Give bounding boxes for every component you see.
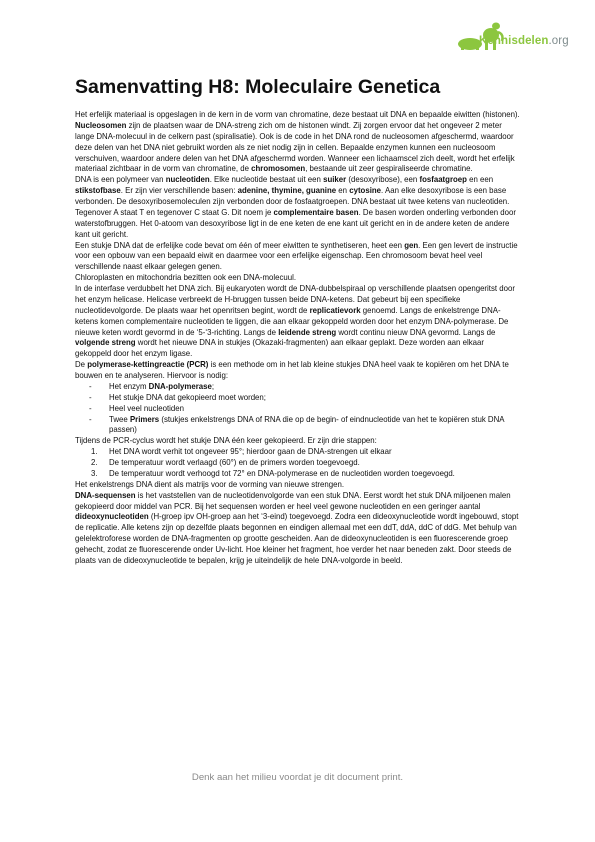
paragraph-nucleotiden: DNA is een polymeer van nucleotiden. Elke nucleotide bestaat uit een suiker (desoxyribose), een fosfaatgroep en een stikstofbase. Er zijn vier verschillende basen: adenine, thymine, guanine en cytosine. Aan elke desoxyribose is een base verbonden. De desoxyribosemoleculen zijn verbonden door de fosfaatgroepen. DNA bestaat uit twee ketens van nucleotiden. Tegenover A staat T en tegenover C staat G. Dit noem je complementaire basen. De basen worden onderling verbonden door waterstofbruggen. Het 0-atoom van desoxyribose ligt in de ene keten de ene kant uit gericht en in de andere keten de andere kant uit gericht. — [75, 175, 516, 239]
list-item: 1. Het DNA wordt verhit tot ongeveer 95°; hierdoor gaan de DNA-strengen uit elkaar — [91, 447, 392, 457]
document-title: Samenvatting H8: Moleculaire Genetica — [75, 76, 441, 98]
logo-name: Kennisdelen — [479, 35, 549, 47]
pcr-needs-list — [75, 382, 522, 436]
paragraph-pcr-cyclus: Tijdens de PCR-cyclus wordt het stukje DNA één keer gekopieerd. Er zijn drie stappen: — [75, 436, 377, 446]
list-item: 3. De temperatuur wordt verhoogd tot 72° en DNA-polymerase en de nucleotiden worden toegevoegd. — [91, 468, 455, 478]
paragraph-replicatie: In de interfase verdubbelt het DNA zich. Bij eukaryoten wordt de DNA-dubbelspiraal op verschillende plaatsen opengeritst door het enzym helicase. Helicase verbreekt de H-bruggen tussen beide DNA-ketens. Dat gebeurt bij een specifieke nucleotidevolgorde. De plaats waar het openritsen begint, wordt de replicatievork genoemd. Langs de enkelstrenge DNA-ketens komen complementaire nucleotiden te liggen, die aan elkaar gekoppeld worden door het enzym DNA-polymerase. De nieuwe keten wordt gevormd in de ‘5-‘3-richting. Langs de leidende streng wordt continu nieuw DNA gevormd. Langs de volgende streng wordt het nieuwe DNA in stukjes (Okazaki-fragmenten) aan elkaar geplakt. Deze worden aan elkaar gekoppeld door het enzym ligase. — [75, 284, 515, 359]
paragraph-matrijs: Het enkelstrengs DNA dient als matrijs voor de vorming van nieuwe strengen. — [75, 479, 344, 489]
paragraph-sequensen: DNA-sequensen is het vaststellen van de nucleotidenvolgorde van een stuk DNA. Eerst wordt het stuk DNA miljoenen malen gekopieerd door middel van PCR. Bij het sequensen worden er heel veel gewone nucleotiden en een geringer aantal dideoxynucleotiden (H-groep ipv OH-groep aan het ‘3-eind) toegevoegd. Zodra een dideoxynucleotide wordt ingebouwd, stopt de replicatie. Alle ketens zijn op dezelfde plaats begonnen en eindigen allemaal met een ddT, ddA, ddC of ddG. Met behulp van gelelektroforese worden de DNA-fragmenten op grootte gescheiden. Aan de dideoxynucleotiden is een fluorescerende groep gehecht, zodat ze fluorescerende onder Uv-licht. Hoe kleiner het fragment, hoe verder het naar beneden zakt. Door steeds de plaats van de dideoxynucleotide te bepalen, krijg je uiteindelijk de hele DNA-volgorde in beeld. — [75, 490, 519, 565]
paragraph-chromatine: Het erfelijk materiaal is opgeslagen in de kern in de vorm van chromatine, deze bestaat uit DNA en bepaalde eiwitten (histonen). Nucleosomen zijn de plaatsen waar de DNA-streng zich om de histonen windt. Zij zorgen ervoor dat het ongeveer 2 meter lange DNA-molecuul in de celkern past (spiralisatie). Ook is de code in het DNA rond de nucleosomen afgeschermd, waardoor deze delen van het DNA niet gebruikt worden als ze niet nodig zijn in cellen. Bepaalde enzymen kunnen een nucleosoom verschuiven, waardoor andere delen van het DNA afgeschermd worden. Wanneer een lichaamscel zich deelt, wordt het erfelijk materiaal zichtbaar in de vorm van chromatine, de chromosomen, bestaande uit zeer gespiraliseerde chromatine. — [75, 110, 520, 174]
list-item: 2. De temperatuur wordt verlaagd (60°) en de primers worden toegevoegd. — [91, 458, 360, 467]
paragraph-pcr: De polymerase-kettingreactie (PCR) is een methode om in het lab kleine stukjes DNA heel vaak te kopiëren om het DNA te bouwen en te analyseren. Hiervoor is nodig: — [75, 360, 509, 380]
document-body — [75, 110, 522, 567]
pcr-steps-list — [75, 447, 522, 480]
paragraph-gen: Een stukje DNA dat de erfelijke code bevat om één of meer eiwitten te synthetiseren, heet een gen. Een gen levert de instructie voor een opbouw van een bepaald eiwit en daarmee voor een erfelijke eigenschap. Een chromosoom bevat heel veel verschillende naast elkaar gelegen genen. — [75, 240, 518, 272]
footer-note: Denk aan het milieu voordat je dit document print. — [191, 772, 404, 783]
list-item: - Heel veel nucleotiden — [75, 404, 522, 415]
paragraph-chloroplasten: Chloroplasten en mitochondria bezitten ook een DNA-molecuul. — [75, 273, 297, 283]
list-item: - Twee Primers (stukjes enkelstrengs DNA of RNA die op de begin- of eindnucleotide van het te kopiëren stuk DNA passen) — [75, 415, 522, 437]
logo-domain: .org — [548, 35, 569, 47]
list-item: - Het enzym DNA-polymerase; — [75, 382, 522, 393]
kennisdelen-logo — [455, 22, 573, 58]
list-item: - Het stukje DNA dat gekopieerd moet worden; — [75, 393, 522, 404]
